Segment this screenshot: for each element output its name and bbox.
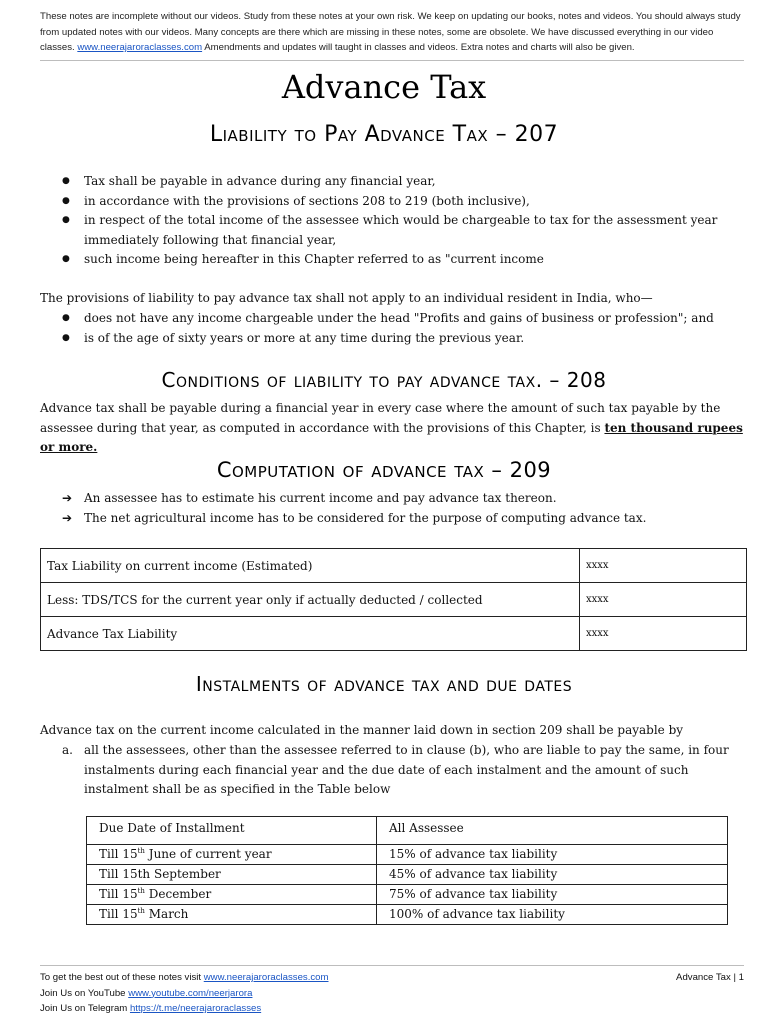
footer-line-telegram [40,1001,329,1017]
table-cell-value: xxxx [580,583,747,617]
list-item: ➔ The net agricultural income has to be considered for the purpose of computing advance tax. [40,509,746,529]
disclaimer-text: These notes are incomplete without our videos. Study from these notes at your own risk. We keep on updating our books, notes and videos. You should always study from updated notes with our videos. Many concepts are there which are missing in these notes, some are obsolete. We have discussed everything in our video classes. [40,11,741,53]
footer-youtube-link[interactable]: www.youtube.com/neerjarora [128,987,253,999]
table-cell-date: Till 15th September [87,865,377,885]
table-cell-label: Tax Liability on current income (Estimated) [41,549,580,583]
footer-text: To get the best out of these notes visit [40,972,202,983]
table-cell-date: Till 15th December [87,885,377,905]
footer-links [40,970,329,1017]
instalments-paragraph: Advance tax on the current income calculated in the manner laid down in section 209 shall be payable by [40,723,684,737]
table-row [87,885,728,905]
header-website-link[interactable]: www.neerajaroraclasses.com [77,42,203,53]
footer-divider [40,965,744,966]
list-item: ● is of the age of sixty years or more at any time during the previous year. [40,329,746,349]
list-item: ● in respect of the total income of the assessee which would be chargeable to tax for the assessment year immediately following that financial year, [40,211,746,250]
list-item: ➔ An assessee has to estimate his current income and pay advance tax thereon. [40,489,746,509]
table-row [41,583,747,617]
footer-line-youtube [40,986,329,1002]
table-row [87,905,728,925]
exemption-bullet-list [40,309,746,348]
page-label: Advance Tax [676,972,731,983]
footer-website-link[interactable]: www.neerajaroraclasses.com [203,972,329,983]
table-row [87,845,728,865]
table-row [41,549,747,583]
footer-telegram-link[interactable]: https://t.me/neerajaroraclasses [129,1003,262,1014]
list-item: ● in accordance with the provisions of sections 208 to 219 (both inclusive), [40,192,746,212]
page-number-value: 1 [738,972,744,983]
exemption-paragraph: The provisions of liability to pay advance tax shall not apply to an individual resident in India, who— [40,291,653,305]
table-row [41,617,747,651]
table-cell-label: Advance Tax Liability [41,617,580,651]
conditions-paragraph [40,399,746,458]
table-header-all-assessee: All Assessee [377,817,728,845]
section-heading-209: Computation of advance tax – 209 [216,458,552,482]
footer-text: Join Us on YouTube [40,987,126,999]
threshold-emphasis: ten thousand rupees or more. [40,420,743,454]
table-row [87,865,728,885]
footer-line-website [40,970,329,986]
header-disclaimer [40,9,746,56]
liability-bullet-list [40,172,746,270]
header-divider [40,60,744,61]
clause-a-text: all the assessees, other than the assessee referred to in clause (b), who are liable to pay the same, in four instalments during each financial year and the due date of each instalment and the amount of such instalment shall be as specified in the Table below [84,743,729,796]
disclaimer-tail: Amendments and updates will taught in classes and videos. Extra notes and charts will also be given. [204,42,635,53]
table-cell-percent: 15% of advance tax liability [377,845,728,865]
table-cell-date: Till 15th June of current year [87,845,377,865]
table-cell-value: xxxx [580,549,747,583]
table-cell-value: xxxx [580,617,747,651]
page-number [676,970,744,986]
list-item: ● does not have any income chargeable under the head "Profits and gains of business or profession"; and [40,309,746,329]
section-heading-207: Liability to Pay Advance Tax – 207 [209,122,559,147]
table-cell-date: Till 15th March [87,905,377,925]
table-header-row [87,817,728,845]
page-separator: | [733,972,736,983]
list-item: ● such income being hereafter in this Chapter referred to as "current income [40,250,746,270]
section-heading-208: Conditions of liability to pay advance tax. – 208 [161,368,607,392]
due-dates-table [86,816,728,925]
conditions-text: Advance tax shall be payable during a financial year in every case where the amount of such tax payable by the assessee during that year, as computed in accordance with the provisions of this Chapter, is [40,401,721,435]
table-cell-percent: 75% of advance tax liability [377,885,728,905]
table-cell-percent: 45% of advance tax liability [377,865,728,885]
tax-liability-table [40,548,747,651]
page-title: Advance Tax [281,68,487,106]
table-cell-label: Less: TDS/TCS for the current year only if actually deducted / collected [41,583,580,617]
footer-text: Join Us on Telegram [40,1003,128,1014]
table-header-due-date: Due Date of Installment [87,817,377,845]
list-item: ● Tax shall be payable in advance during any financial year, [40,172,746,192]
computation-point-list [40,489,746,528]
clause-marker: a. [62,743,73,757]
table-cell-percent: 100% of advance tax liability [377,905,728,925]
section-heading-instalments: Instalments of advance tax and due dates [195,672,573,696]
